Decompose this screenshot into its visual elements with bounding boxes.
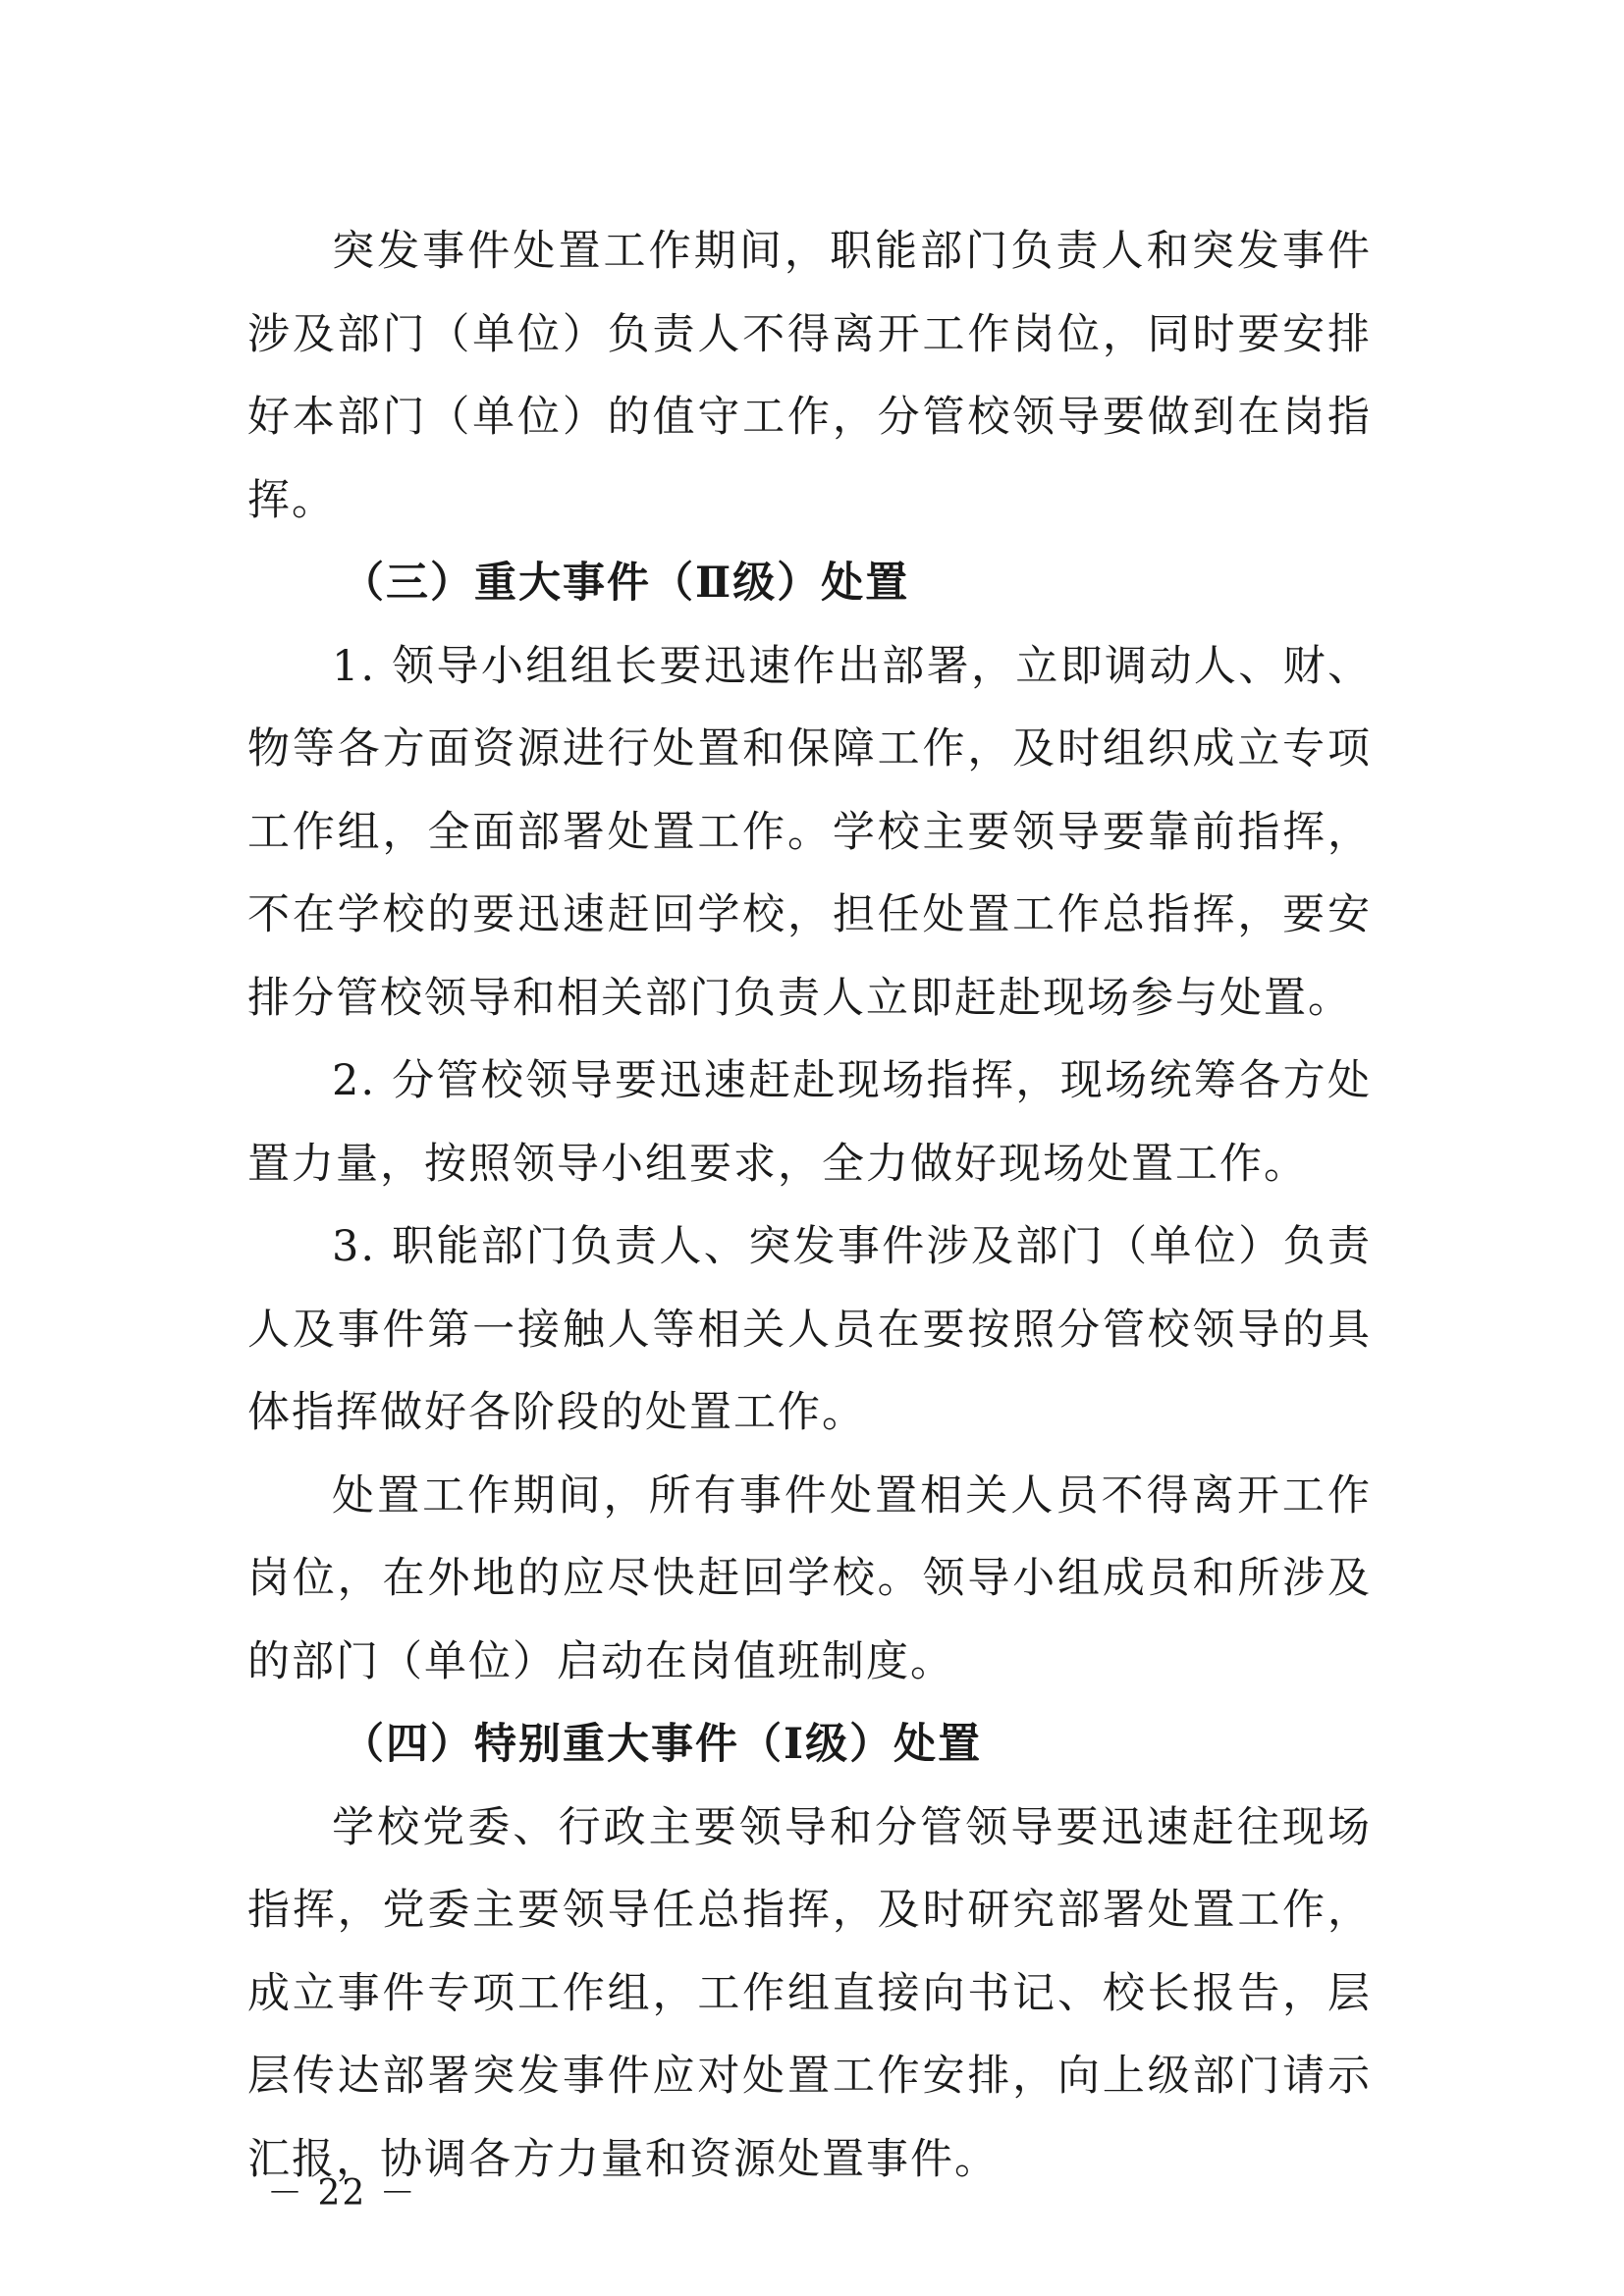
paragraph-item-1: 1. 领导小组组长要迅速作出部署，立即调动人、财、物等各方面资源进行处置和保障工作，及时组织成立专项工作组，全面部署处置工作。学校主要领导要靠前指挥，不在学校的要迅速赶回学校，担任处置工作总指挥，要安排分管校领导和相关部门负责人立即赶赴现场参与处置。 <box>247 641 1372 1023</box>
section-heading-level-1: （四）特别重大事件（Ⅰ级）处置 <box>342 1720 983 1769</box>
paragraph-duty-during-response: 突发事件处置工作期间，职能部门负责人和突发事件涉及部门（单位）负责人不得离开工作岗位，同时要安排好本部门（单位）的值守工作，分管校领导要做到在岗指挥。 <box>247 227 1372 525</box>
section-heading-level-2: （三）重大事件（Ⅱ级）处置 <box>342 559 910 608</box>
page-number: － 22 － <box>267 2173 417 2214</box>
paragraph-item-3: 3. 职能部门负责人、突发事件涉及部门（单位）负责人及事件第一接触人等相关人员在要按照分管校领导的具体指挥做好各阶段的处置工作。 <box>247 1222 1372 1437</box>
paragraph-level-1-response: 学校党委、行政主要领导和分管领导要迅速赶往现场指挥，党委主要领导任总指挥，及时研究部署处置工作，成立事件专项工作组，工作组直接向书记、校长报告，层层传达部署突发事件应对处置工作安排，向上级部门请示汇报，协调各方力量和资源处置事件。 <box>247 1802 1372 2184</box>
paragraph-duty-level-2: 处置工作期间，所有事件处置相关人员不得离开工作岗位，在外地的应尽快赶回学校。领导小组成员和所涉及的部门（单位）启动在岗值班制度。 <box>247 1470 1372 1686</box>
paragraph-item-2: 2. 分管校领导要迅速赶赴现场指挥，现场统筹各方处置力量，按照领导小组要求，全力做好现场处置工作。 <box>247 1056 1372 1189</box>
document-body <box>247 210 1372 2201</box>
